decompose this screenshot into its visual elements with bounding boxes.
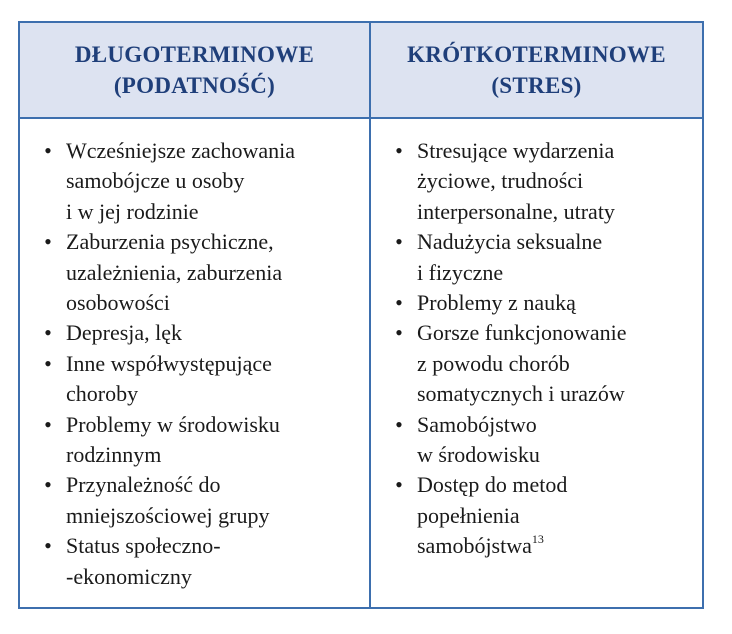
list-item-text: uzależnienia, zaburzenia <box>66 259 283 285</box>
bullet-icon: • <box>395 229 403 255</box>
list-item <box>371 318 627 409</box>
footnote-marker: 13 <box>531 531 544 546</box>
short-term-cell <box>371 119 702 607</box>
bullet-icon: • <box>44 533 52 559</box>
bullet-icon: • <box>44 229 52 255</box>
short-term-list <box>371 136 627 562</box>
list-item <box>371 410 627 471</box>
list-item <box>20 531 295 592</box>
list-item <box>371 288 627 318</box>
list-item-text: Status społeczno- <box>66 533 221 559</box>
long-term-subtitle: (PODATNOŚĆ) <box>113 73 276 98</box>
long-term-cell <box>20 119 371 607</box>
bullet-icon: • <box>44 350 52 376</box>
list-item-text: życiowe, trudności <box>417 168 584 194</box>
list-item-text: Samobójstwo <box>417 411 537 437</box>
bullet-icon: • <box>44 472 52 498</box>
list-item <box>371 470 627 561</box>
list-item-text: Zaburzenia psychiczne, <box>66 229 274 255</box>
bullet-icon: • <box>395 472 403 498</box>
bullet-icon: • <box>44 138 52 163</box>
list-item-text: samobójcze u osoby <box>66 168 245 194</box>
list-item <box>371 227 627 288</box>
list-item-text: Dostęp do metod <box>417 472 568 498</box>
list-item-text: i fizyczne <box>417 259 504 285</box>
list-item <box>371 136 627 227</box>
list-item-text: Problemy z nauką <box>417 290 576 316</box>
list-item-text: Stresujące wydarzenia <box>417 138 615 163</box>
list-item-text: -ekonomiczny <box>66 563 192 589</box>
long-term-list <box>20 136 295 592</box>
long-term-title: DŁUGOTERMINOWE <box>74 42 315 67</box>
long-term-header <box>20 23 371 119</box>
list-item-text: mniejszościowej grupy <box>66 502 270 528</box>
list-item <box>20 470 295 531</box>
bullet-icon: • <box>44 320 52 346</box>
bullet-icon: • <box>395 320 403 346</box>
list-item-text: somatycznych i urazów <box>417 381 625 407</box>
list-item <box>20 410 295 471</box>
list-item-text: samobójstwa$^{13}$ <box>417 531 544 559</box>
short-term-header <box>371 23 702 119</box>
list-item-text: Nadużycia seksualne <box>417 229 603 255</box>
short-term-title: KRÓTKOTERMINOWE <box>407 42 666 67</box>
list-item-text: Wcześniejsze zachowania <box>66 138 296 163</box>
list-item-text: rodzinnym <box>66 442 162 468</box>
list-item-text: Gorsze funkcjonowanie <box>417 320 627 346</box>
list-item-text: w środowisku <box>417 442 540 468</box>
bullet-icon: • <box>395 290 403 316</box>
list-item-text: Depresja, lęk <box>66 320 183 346</box>
bullet-icon: • <box>395 411 403 437</box>
list-item-text: choroby <box>66 381 139 407</box>
list-item-text: Inne współwystępujące <box>66 350 272 376</box>
list-item-text: i w jej rodzinie <box>66 198 199 224</box>
list-item-text: osobowości <box>66 290 170 316</box>
list-item <box>20 136 295 227</box>
bullet-icon: • <box>44 411 52 437</box>
list-item-text: Przynależność do <box>66 472 221 498</box>
list-item <box>20 318 295 348</box>
short-term-subtitle: (STRES) <box>491 73 582 98</box>
list-item-text: interpersonalne, utraty <box>417 198 615 224</box>
list-item <box>20 349 295 410</box>
list-item-text: Problemy w środowisku <box>66 411 280 437</box>
list-item-text: popełnienia <box>417 502 520 528</box>
risk-factors-table <box>18 21 704 609</box>
list-item <box>20 227 295 318</box>
bullet-icon: • <box>395 138 403 163</box>
list-item-text: z powodu chorób <box>417 350 570 376</box>
